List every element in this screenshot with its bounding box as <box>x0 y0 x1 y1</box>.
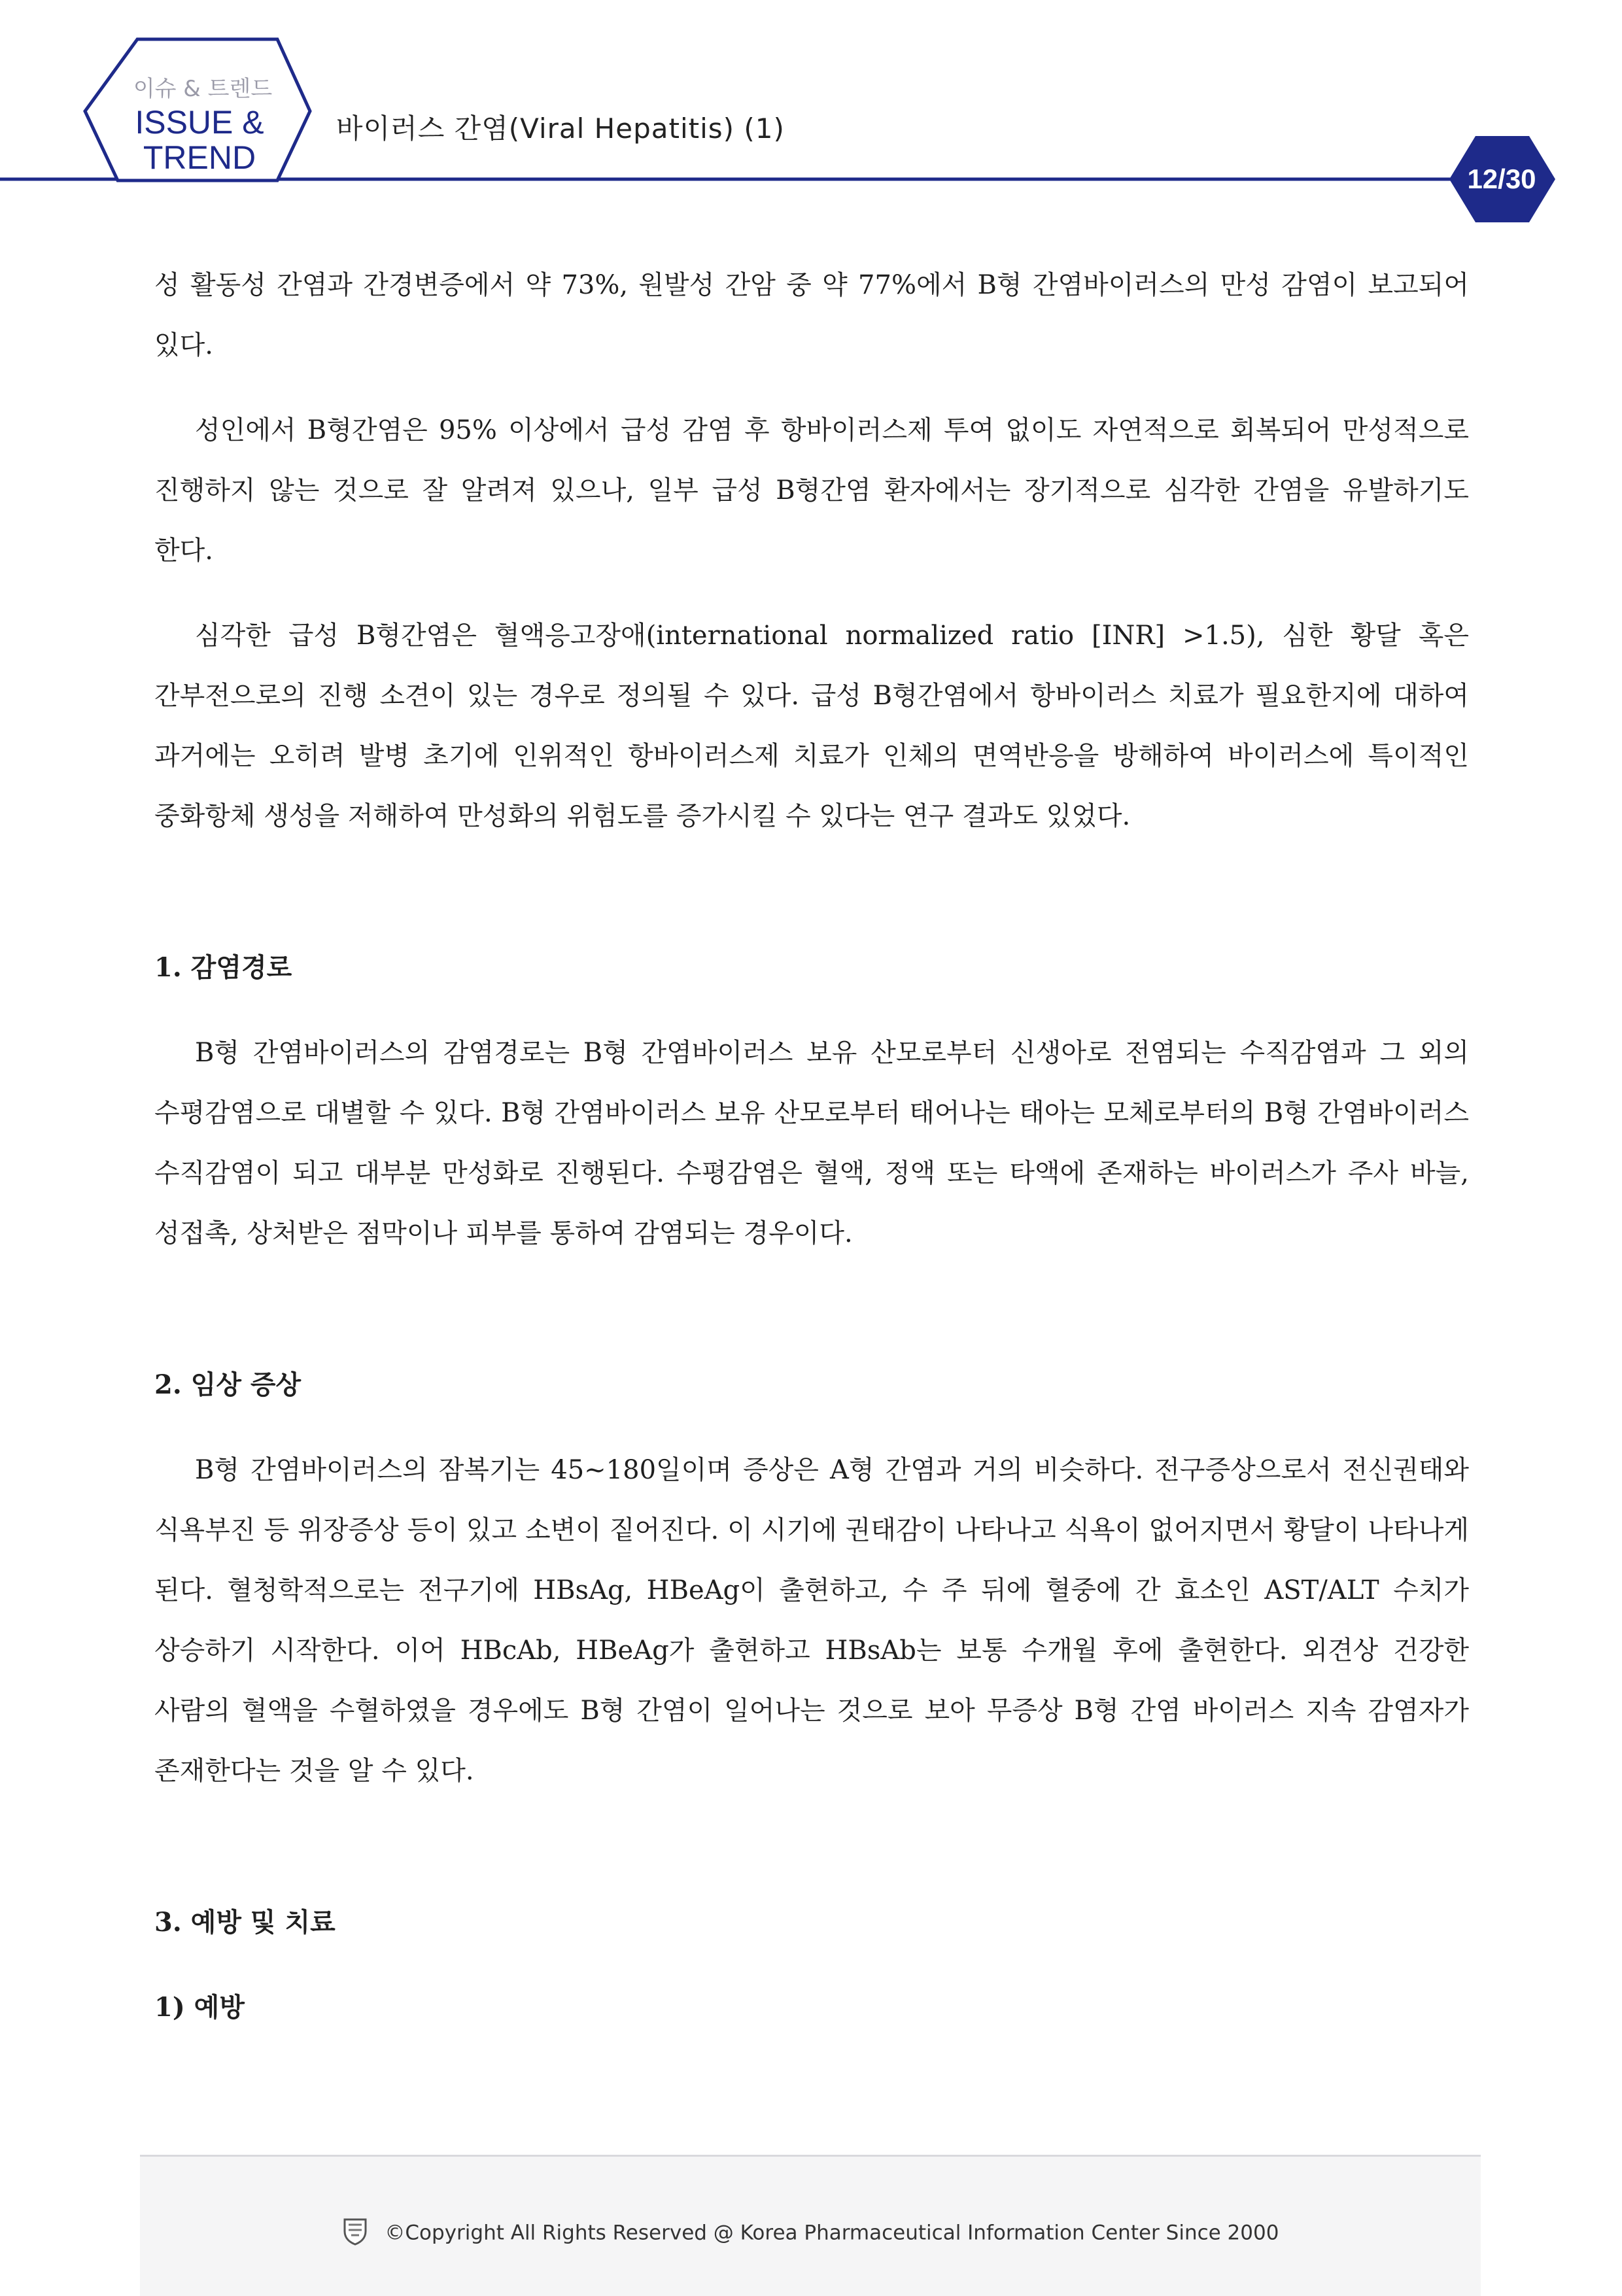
section-heading-2: 2. 임상 증상 <box>154 1369 302 1400</box>
page-header <box>0 0 1622 235</box>
shield-logo-icon <box>342 2217 368 2251</box>
section-heading-3: 3. 예방 및 치료 <box>154 1907 336 1938</box>
copyright-text: ©Copyright All Rights Reserved @ Korea Pharmaceutical Information Center Since 2000 <box>385 2221 1279 2245</box>
paragraph-1: 성 활동성 간염과 간경변증에서 약 73%, 원발성 간암 중 약 77%에서 B형 간염바이러스의 만성 감염이 보고되어 있다. <box>154 270 1469 360</box>
paragraph-5: B형 간염바이러스의 잠복기는 45~180일이며 증상은 A형 간염과 거의 비슷하다. 전구증상으로서 전신권태와 식욕부진 등 위장증상 등이 있고 소변이 짙어진다. 이 시기에 권태감이 나타나고 식욕이 없어지면서 황달이 나타나게 된다. 혈청학적으로는 전구기에 HBsAg, HBeAg이 출현하고, 수 주 뒤에 혈중에 간 효소인 AST/ALT 수치가 상승하기 시작한다. 이어 HBcAb, HBeAg가 출현하고 HBsAb는 보통 수개월 후에 출현한다. 외견상 건강한 사람의 혈액을 수혈하였을 경우에도 B형 간염이 일어나는 것으로 보아 무증상 B형 간염 바이러스 지속 감염자가 존재한다는 것을 알 수 있다. <box>154 1455 1469 1786</box>
page-number: 12/30 <box>1467 163 1536 194</box>
badge-korean-label: 이슈 & 트렌드 <box>133 76 273 102</box>
page-footer <box>140 2155 1481 2296</box>
subsection-heading-1: 1) 예방 <box>154 1992 245 2023</box>
paragraph-2: 성인에서 B형간염은 95% 이상에서 급성 감염 후 항바이러스제 투여 없이도 자연적으로 회복되어 만성적으로 진행하지 않는 것으로 잘 알려져 있으나, 일부 급성 B형간염 환자에서는 장기적으로 심각한 간염을 유발하기도 한다. <box>154 415 1469 566</box>
badge-english-line2: TREND <box>143 139 256 176</box>
main-content <box>154 255 1469 2038</box>
paragraph-4: B형 간염바이러스의 감염경로는 B형 간염바이러스 보유 산모로부터 신생아로 전염되는 수직감염과 그 외의 수평감염으로 대별할 수 있다. B형 간염바이러스 보유 산모로부터 태어나는 태아는 모체로부터의 B형 간염바이러스 수직감염이 되고 대부분 만성화로 진행된다. 수평감염은 혈액, 정액 또는 타액에 존재하는 바이러스가 주사 바늘, 성접촉, 상처받은 점막이나 피부를 통하여 감염되는 경우이다. <box>154 1038 1469 1248</box>
paragraph-3: 심각한 급성 B형간염은 혈액응고장애(international normalized ratio [INR] >1.5), 심한 황달 혹은 간부전으로의 진행 소견이 있는 경우로 정의될 수 있다. 급성 B형간염에서 항바이러스 치료가 필요한지에 대하여 과거에는 오히려 발병 초기에 인위적인 항바이러스제 치료가 인체의 면역반응을 방해하여 바이러스에 특이적인 중화항체 생성을 저해하여 만성화의 위험도를 증가시킬 수 있다는 연구 결과도 있었다. <box>154 621 1469 831</box>
document-title: 바이러스 간염(Viral Hepatitis) (1) <box>336 112 785 145</box>
section-heading-1: 1. 감염경로 <box>154 952 292 983</box>
badge-english-line1: ISSUE & <box>135 104 264 141</box>
